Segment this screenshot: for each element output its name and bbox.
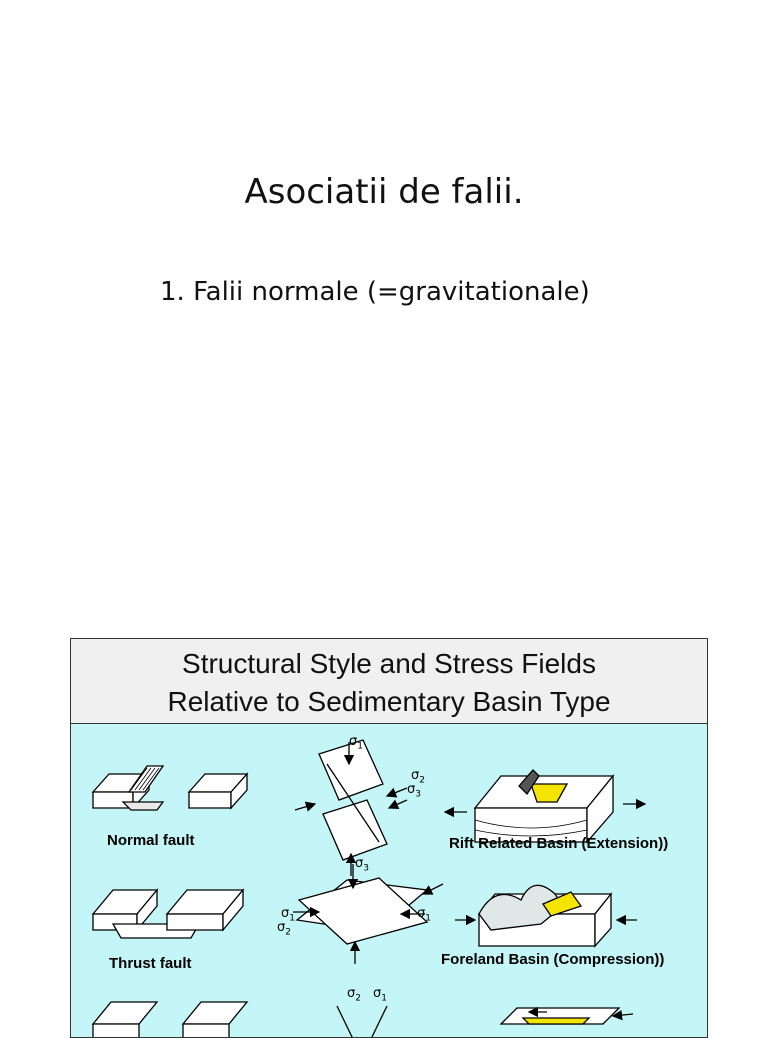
figure-header-line2: Relative to Sedimentary Basin Type bbox=[167, 686, 611, 717]
figure-panel bbox=[71, 724, 707, 1038]
sigma2-label-row2: $\sigma_2$ bbox=[277, 920, 291, 938]
normal-fault-label: Normal fault bbox=[107, 832, 195, 849]
sigma1-label-row3: $\sigma_1$ bbox=[373, 986, 387, 1004]
slide-subtitle: 1. Falii normale (=gravitationale) bbox=[160, 277, 590, 307]
figure-header bbox=[71, 639, 707, 724]
thrust-fault-diagram bbox=[93, 890, 243, 938]
rift-basin-diagram bbox=[445, 770, 645, 842]
sigma1-label: $\sigma_1$ bbox=[349, 734, 363, 752]
thrust-fault-label: Thrust fault bbox=[109, 955, 192, 972]
foreland-basin-label: Foreland Basin (Compression)) bbox=[441, 951, 665, 968]
normal-fault-diagram bbox=[93, 766, 247, 810]
strike-slip-diagram bbox=[93, 1002, 633, 1038]
sigma3-label-row2: $\sigma_3$ bbox=[355, 856, 369, 874]
figure-header-line1: Structural Style and Stress Fields bbox=[182, 648, 596, 679]
normal-stress-diagram bbox=[295, 740, 407, 876]
sigma2-label: $\sigma_2$ bbox=[411, 768, 425, 786]
sigma3-label: $\sigma_3$ bbox=[407, 782, 421, 800]
foreland-basin-diagram bbox=[455, 885, 637, 946]
sigma2-label-row3: $\sigma_2$ bbox=[347, 986, 361, 1004]
figure-drawings bbox=[71, 724, 708, 1038]
structural-style-figure bbox=[70, 638, 708, 1038]
sigma1-label-row2-right: $\sigma_1$ bbox=[417, 906, 431, 924]
slide-title: Asociatii de falii. bbox=[244, 172, 524, 212]
rift-basin-label: Rift Related Basin (Extension)) bbox=[449, 835, 669, 852]
sigma1-label-row2-left: $\sigma_1$ bbox=[281, 906, 295, 924]
